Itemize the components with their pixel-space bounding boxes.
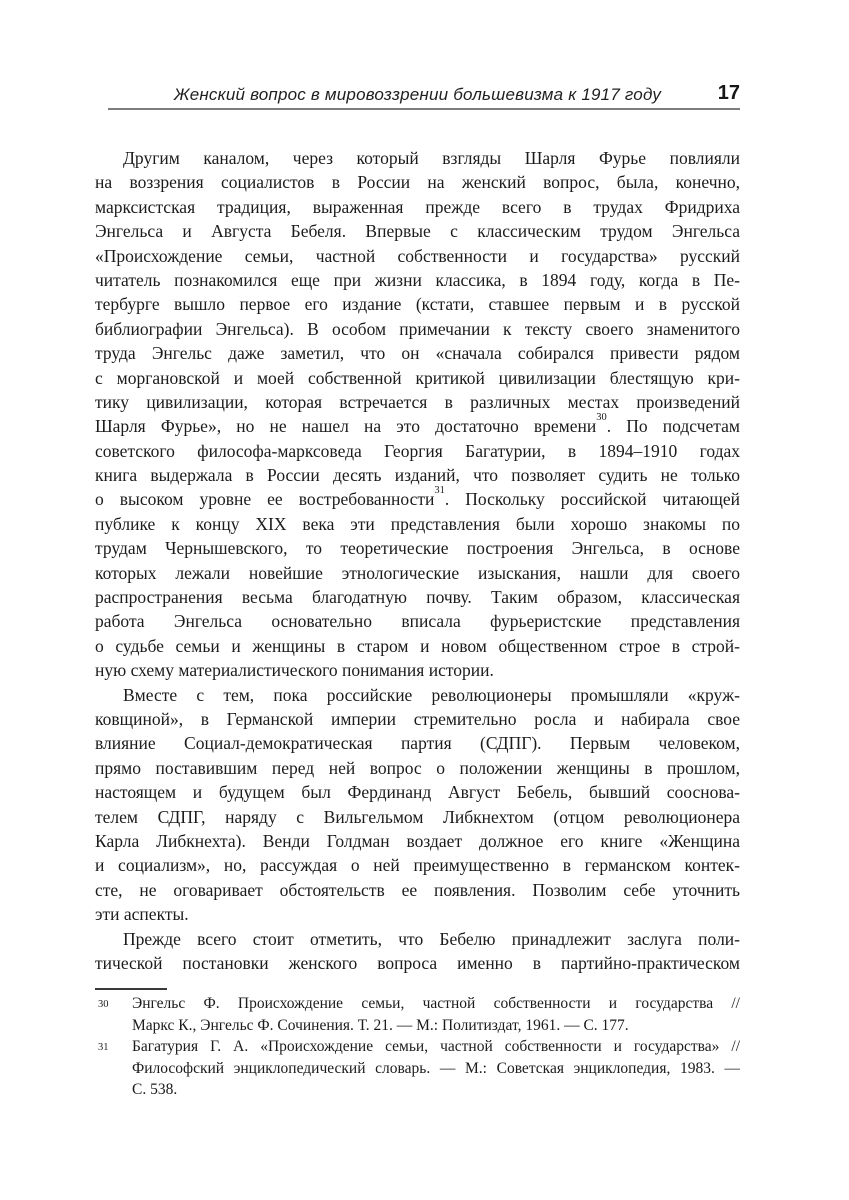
text-line: Прежде всего стоит отметить, что Бебелю принадлежит заслуга поли- — [123, 928, 740, 949]
text-line: советского философа-марксоведа Георгия Багатурии, в 1894–1910 годах — [95, 440, 740, 461]
text-line: ную схему материалистического понимания истории. — [95, 660, 494, 681]
text-line: Маркс К., Энгельс Ф. Сочинения. Т. 21. — М.: Политиздат, 1961. — С. 177. — [132, 1016, 629, 1034]
footnote-separator-rule — [95, 988, 167, 990]
body-text — [95, 146, 740, 975]
page-number: 17 — [717, 82, 740, 104]
running-head-rule — [108, 108, 740, 110]
text-line: читатель познакомился еще при жизни классика, в 1894 году, когда в Пе- — [95, 269, 740, 290]
text-line: Багатурия Г. А. «Происхождение семьи, частной собственности и государства» // — [132, 1038, 740, 1056]
text-line: книга выдержала в России десять изданий, что позволяет судить не только — [95, 465, 740, 486]
footnote-number: 31 — [98, 1042, 109, 1054]
text-line: о высоком уровне ее востребованности$^{31}$. Поскольку российской читающей — [95, 485, 740, 510]
paragraph — [95, 927, 740, 976]
text-line: настоящем и будущем был Фердинанд Август Бебель, бывший сооснова- — [95, 782, 740, 803]
text-line: марксистская традиция, выраженная прежде всего в трудах Фридриха — [95, 196, 740, 217]
text-line: работа Энгельса основательно вписала фурьеристские представления — [95, 611, 740, 632]
text-line: и социализм», но, рассуждая о ней преимущественно в германском контек- — [95, 855, 740, 876]
text-line: распространения весьма благодатную почву. Таким образом, классическая — [95, 587, 740, 608]
text-line: С. 538. — [132, 1081, 178, 1099]
text-line: о судьбе семьи и женщины в старом и новом общественном строе в строй- — [95, 635, 740, 656]
text-line: труда Энгельс даже заметил, что он «сначала собирался привести рядом — [95, 343, 740, 364]
footnote-ref: 31 — [434, 485, 445, 497]
text-line: Шарля Фурье», но не нашел на это достаточно времени$^{30}$. По подсчетам — [95, 412, 741, 437]
text-line: Энгельс Ф. Происхождение семьи, частной собственности и государства // — [132, 995, 740, 1012]
text-line: эти аспекты. — [95, 904, 189, 925]
text-line: прямо поставившим перед ней вопрос о положении женщины в прошлом, — [95, 757, 740, 778]
footnotes — [95, 993, 740, 1101]
footnote-number: 30 — [98, 999, 109, 1010]
text-line: Карла Либкнехта). Венди Голдман воздает должное его книге «Женщина — [95, 830, 740, 851]
running-head-title: Женский вопрос в мировоззрении большевизма к 1917 году — [173, 85, 662, 104]
paragraph — [95, 146, 740, 683]
text-line: ковщиной», в Германской империи стремительно росла и набирала свое — [95, 708, 740, 729]
text-line: Вместе с тем, пока российские революционеры промышляли «круж- — [123, 684, 740, 705]
text-line: с моргановской и моей собственной критикой цивилизации блестящую кри- — [95, 367, 740, 388]
footnote — [95, 993, 740, 1036]
paragraph — [95, 683, 740, 927]
text-line: Философский энциклопедический словарь. — М.: Советская энциклопедия, 1983. — — [132, 1059, 740, 1077]
text-line: которых лежали новейшие этнологические изыскания, нашли для своего — [95, 562, 740, 583]
text-line: Другим каналом, через который взгляды Шарля Фурье повлияли — [123, 148, 740, 168]
text-line: телем СДПГ, наряду с Вильгельмом Либкнехтом (отцом революционера — [95, 806, 740, 827]
text-line: на воззрения социалистов в России на женский вопрос, была, конечно, — [95, 172, 740, 193]
text-line: Энгельса и Августа Бебеля. Впервые с классическим трудом Энгельса — [95, 221, 740, 242]
footnote-ref: 30 — [596, 412, 607, 424]
text-line: тической постановки женского вопроса именно в партийно-практическом — [95, 952, 740, 973]
running-head — [95, 84, 740, 110]
text-line: библиографии Энгельса). В особом примечании к тексту своего знаменитого — [95, 318, 740, 339]
text-line: тербурге вышло первое его издание (кстати, ставшее первым и в русской — [95, 294, 740, 315]
footnote — [95, 1036, 740, 1101]
text-line: публике к концу XIX века эти представления были хорошо знакомы по — [95, 513, 740, 534]
text-line: трудам Чернышевского, то теоретические построения Энгельса, в основе — [95, 538, 740, 559]
text-line: тику цивилизации, которая встречается в различных местах произведений — [95, 391, 740, 412]
text-line: влияние Социал-демократическая партия (СДПГ). Первым человеком, — [95, 733, 740, 754]
text-line: «Происхождение семьи, частной собственности и государства» русский — [95, 245, 740, 266]
text-line: сте, не оговаривает обстоятельств ее появления. Позволим себе уточнить — [95, 879, 740, 900]
